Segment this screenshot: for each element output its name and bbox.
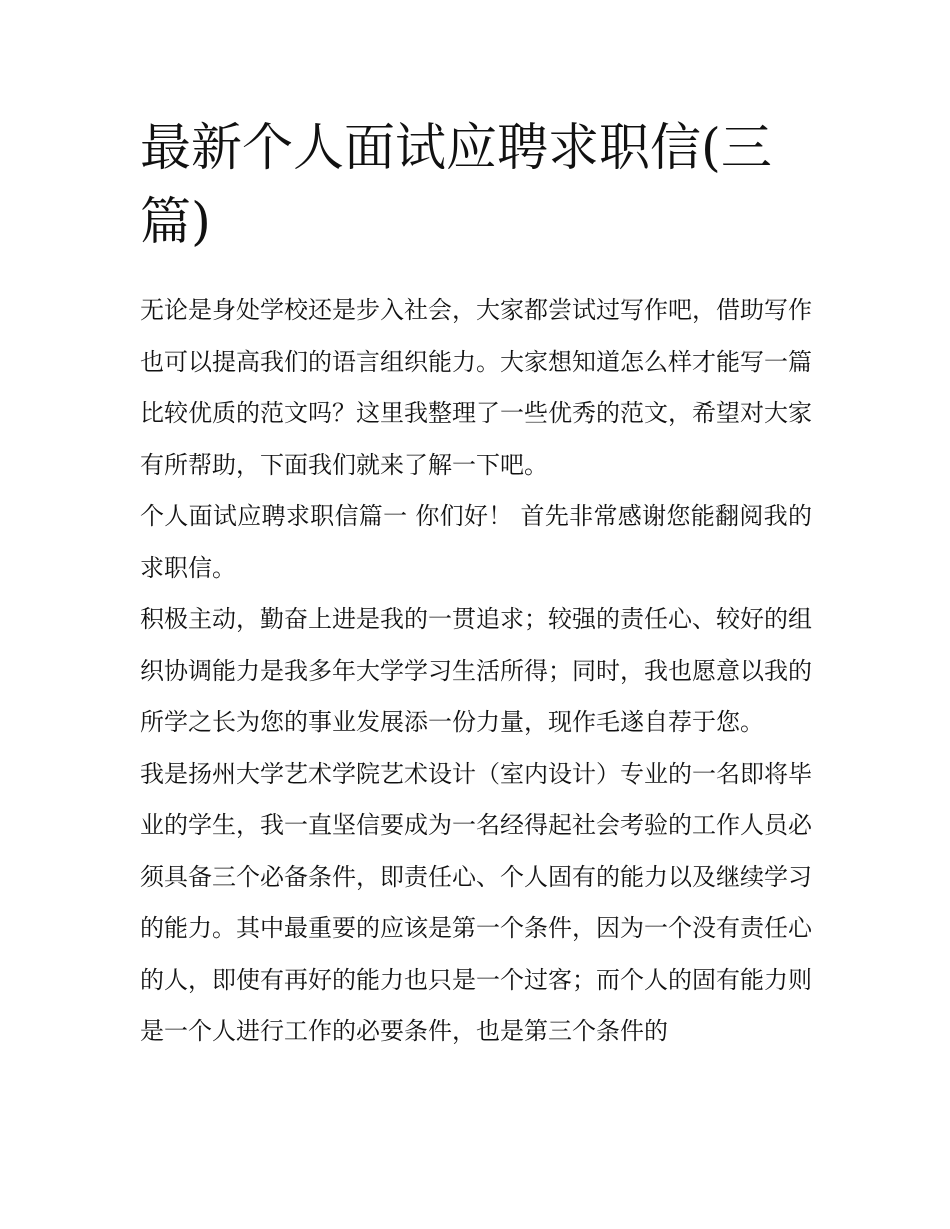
paragraph-greeting: 个人面试应聘求职信篇一 你们好！ 首先非常感谢您能翻阅我的求职信。 [140, 502, 812, 582]
paragraph-pursuit: 积极主动，勤奋上进是我的一贯追求；较强的责任心、较好的组织协调能力是我多年大学学习生活所得；同时，我也愿意以我的所学之长为您的事业发展添一份力量，现作毛遂自荐于您。 [140, 605, 812, 736]
document-title: 最新个人面试应聘求职信(三篇) [140, 119, 772, 252]
document-page [140, 112, 812, 1058]
paragraph-self-introduction: 我是扬州大学艺术学院艺术设计（室内设计）专业的一名即将毕业的学生，我一直坚信要成为一名经得起社会考验的工作人员必须具备三个必备条件，即责任心、个人固有的能力以及继续学习的能力。其中最重要的应该是第一个条件，因为一个没有责任心的人，即使有再好的能力也只是一个过客；而个人的固有能力则是一个人进行工作的必要条件，也是第三个条件的 [140, 759, 812, 1045]
paragraph-intro: 无论是身处学校还是步入社会，大家都尝试过写作吧，借助写作也可以提高我们的语言组织能力。大家想知道怎么样才能写一篇比较优质的范文吗？这里我整理了一些优秀的范文，希望对大家有所帮助，下面我们就来了解一下吧。 [140, 296, 812, 479]
